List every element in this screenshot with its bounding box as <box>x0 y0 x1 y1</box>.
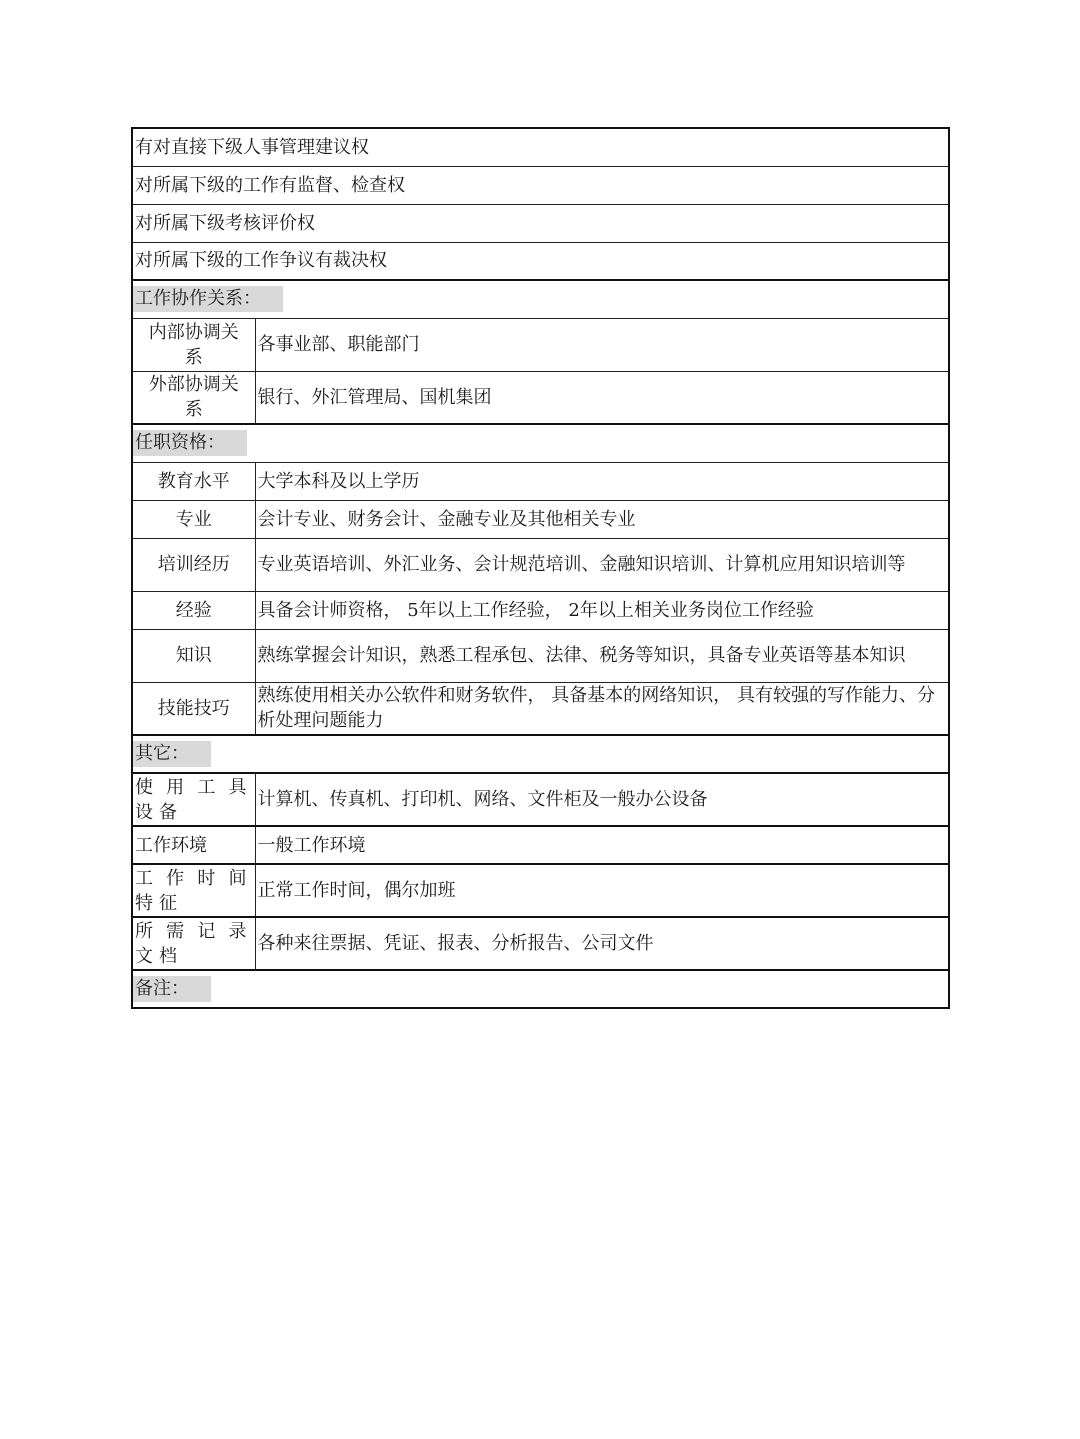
authority-row <box>132 166 949 204</box>
row-value: 熟练掌握会计知识，熟悉工程承包、法律、税务等知识，具备专业英语等基本知识 <box>255 629 949 682</box>
row-label: 所需记录文档 <box>132 917 255 970</box>
row-label: 内部协调关系 <box>132 318 255 371</box>
row-value: 大学本科及以上学历 <box>255 462 949 500</box>
qualification-row <box>132 629 949 682</box>
section-header-remarks <box>132 970 949 1008</box>
row-value: 各事业部、职能部门 <box>255 318 949 371</box>
authority-text: 对所属下级的工作有监督、检查权 <box>132 166 949 204</box>
row-value: 具备会计师资格， 5年以上工作经验， 2年以上相关业务岗位工作经验 <box>255 591 949 629</box>
row-label: 知识 <box>132 629 255 682</box>
row-value: 专业英语培训、外汇业务、会计规范培训、金融知识培训、计算机应用知识培训等 <box>255 538 949 591</box>
row-value: 会计专业、财务会计、金融专业及其他相关专业 <box>255 500 949 538</box>
section-title: 其它： <box>133 741 211 767</box>
authority-row <box>132 242 949 280</box>
row-label: 培训经历 <box>132 538 255 591</box>
qualification-row <box>132 682 949 735</box>
authority-text: 对所属下级考核评价权 <box>132 204 949 242</box>
section-header-qualification <box>132 424 949 462</box>
section-header-cooperation <box>132 280 949 318</box>
cooperation-row <box>132 371 949 424</box>
row-label: 工作环境 <box>132 826 255 864</box>
other-row <box>132 773 949 826</box>
qualification-row <box>132 500 949 538</box>
authority-row <box>132 204 949 242</box>
qualification-row <box>132 538 949 591</box>
other-row <box>132 826 949 864</box>
row-value: 熟练使用相关办公软件和财务软件， 具备基本的网络知识， 具有较强的写作能力、分析处理问题能力 <box>255 682 949 735</box>
row-label: 技能技巧 <box>132 682 255 735</box>
authority-text: 有对直接下级人事管理建议权 <box>132 128 949 166</box>
other-row <box>132 864 949 917</box>
row-value: 银行、外汇管理局、国机集团 <box>255 371 949 424</box>
row-label: 使用工具设备 <box>132 773 255 826</box>
qualification-row <box>132 591 949 629</box>
section-title: 任职资格： <box>133 430 247 456</box>
row-value: 正常工作时间，偶尔加班 <box>255 864 949 917</box>
row-label: 专业 <box>132 500 255 538</box>
row-value: 计算机、传真机、打印机、网络、文件柜及一般办公设备 <box>255 773 949 826</box>
row-label: 经验 <box>132 591 255 629</box>
row-value: 各种来往票据、凭证、报表、分析报告、公司文件 <box>255 917 949 970</box>
section-header-other <box>132 735 949 773</box>
job-description-table <box>131 127 950 1009</box>
row-label: 工作时间特征 <box>132 864 255 917</box>
other-row <box>132 917 949 970</box>
authority-row <box>132 128 949 166</box>
row-label: 教育水平 <box>132 462 255 500</box>
cooperation-row <box>132 318 949 371</box>
row-value: 一般工作环境 <box>255 826 949 864</box>
qualification-row <box>132 462 949 500</box>
section-title: 工作协作关系： <box>133 286 283 312</box>
authority-text: 对所属下级的工作争议有裁决权 <box>132 242 949 280</box>
section-title: 备注： <box>133 976 211 1002</box>
row-label: 外部协调关系 <box>132 371 255 424</box>
